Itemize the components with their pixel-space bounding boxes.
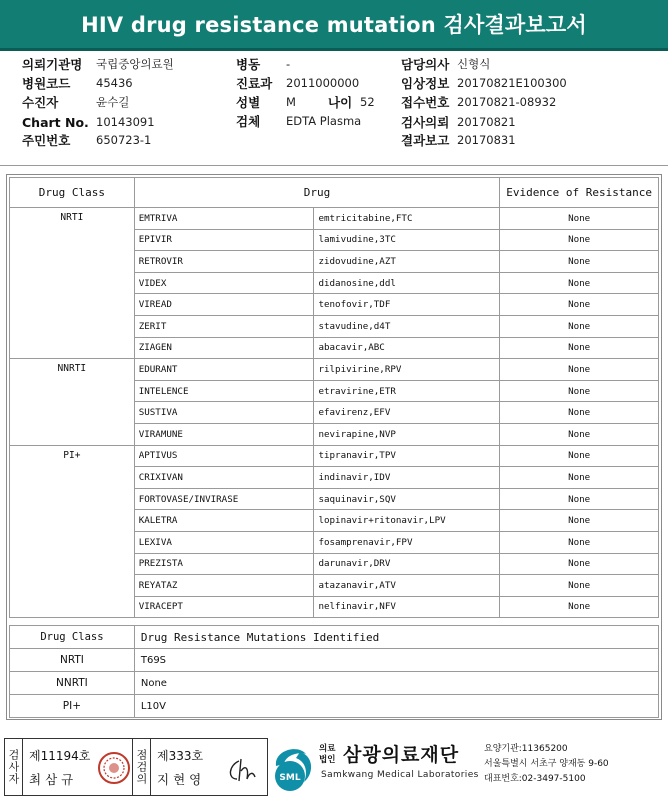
drug-generic-cell: tipranavir,TPV [314, 445, 500, 467]
doctor-label: 담당의사 [401, 57, 450, 72]
patient-value: 윤수길 [96, 95, 130, 109]
mutations-table [9, 625, 659, 718]
institution-code: 요양기관:11365200 [484, 744, 568, 754]
drug-generic-cell: rilpivirine,RPV [314, 359, 500, 381]
sex-age-row [236, 93, 375, 111]
request-date-row [401, 113, 516, 131]
evidence-cell: None [500, 467, 659, 489]
tester-cell [23, 739, 133, 795]
clinical-info-value: 20170821E100300 [457, 76, 567, 90]
doctor-value: 신형식 [457, 57, 491, 71]
drug-brand-cell: VIRAMUNE [134, 423, 314, 445]
doctor-row [401, 55, 490, 73]
age-value: 52 [360, 95, 375, 109]
receipt-no-value: 20170821-08932 [457, 95, 557, 109]
drug-generic-cell: abacavir,ABC [314, 337, 500, 359]
institution-name: 삼광의료재단 [343, 744, 460, 766]
seal-stamp-icon [97, 751, 131, 785]
drug-brand-cell: CRIXIVAN [134, 467, 314, 489]
drug-class-cell: PI+ [10, 445, 135, 618]
resident-no-value: 650723-1 [96, 133, 152, 147]
tester-label-text: 검사자 [7, 749, 20, 785]
drug-brand-cell: VIDEX [134, 272, 314, 294]
drug-brand-cell: RETROVIR [134, 251, 314, 273]
tester-name: 최삼규 [29, 772, 78, 787]
request-date-label: 검사의뢰 [401, 115, 450, 130]
drug-brand-cell: EPIVIR [134, 229, 314, 251]
specimen-row [236, 112, 361, 130]
mutations-identified-header: Drug Resistance Mutations Identified [134, 626, 658, 649]
drug-generic-cell: atazanavir,ATV [314, 575, 500, 597]
drug-brand-cell: LEXIVA [134, 531, 314, 553]
department-row [236, 74, 359, 92]
hospital-code-value: 45436 [96, 76, 133, 90]
drug-resistance-table [9, 177, 659, 618]
drug-generic-cell: indinavir,IDV [314, 467, 500, 489]
request-date-value: 20170821 [457, 115, 516, 129]
institution-row [22, 55, 174, 73]
drug-row [10, 208, 659, 230]
mutation-row [10, 672, 659, 695]
mutation-class-cell: NRTI [10, 649, 135, 672]
institution-contact [484, 742, 609, 787]
hospital-code-label: 병원코드 [22, 76, 71, 91]
drug-table-header-row [10, 178, 659, 208]
inspector-license: 제333호 [157, 749, 204, 763]
drug-class-cell: NNRTI [10, 359, 135, 445]
evidence-cell: None [500, 251, 659, 273]
drug-brand-cell: ZIAGEN [134, 337, 314, 359]
institution-label: 의뢰기관명 [22, 57, 83, 72]
mutation-class-cell: NNRTI [10, 672, 135, 695]
sex-value: M [286, 95, 296, 109]
clinical-info-label: 임상정보 [401, 76, 450, 91]
drug-brand-cell: VIREAD [134, 294, 314, 316]
inspector-name: 지현영 [157, 772, 206, 787]
inspector-cell [151, 739, 267, 795]
sml-logo-icon [270, 742, 316, 792]
mutation-value-cell: T69S [134, 649, 658, 672]
clinical-info-row [401, 74, 567, 92]
sex-label: 성별 [236, 95, 261, 110]
report-title-bar [0, 0, 668, 51]
mutation-class-cell: PI+ [10, 695, 135, 718]
institution-value: 국립중앙의료원 [96, 57, 174, 71]
mutation-value-cell: L10V [134, 695, 658, 718]
drug-brand-cell: KALETRA [134, 510, 314, 532]
drug-generic-cell: zidovudine,AZT [314, 251, 500, 273]
drug-generic-cell: nevirapine,NVP [314, 423, 500, 445]
tester-license: 제11194호 [29, 749, 91, 763]
patient-info-section [0, 55, 668, 165]
evidence-cell: None [500, 488, 659, 510]
report-date-label: 결과보고 [401, 133, 450, 148]
age-label: 나이 [328, 95, 353, 110]
drug-brand-cell: PREZISTA [134, 553, 314, 575]
evidence-cell: None [500, 596, 659, 618]
drug-brand-cell: EMTRIVA [134, 208, 314, 230]
institution-address: 서울특별시 서초구 양재동 9-60 [484, 759, 609, 769]
drug-header: Drug [134, 178, 500, 208]
mutation-row [10, 695, 659, 718]
specimen-value: EDTA Plasma [286, 114, 362, 128]
institution-english-name: Samkwang Medical Laboratories [321, 770, 479, 780]
drug-generic-cell: darunavir,DRV [314, 553, 500, 575]
evidence-cell: None [500, 510, 659, 532]
signature-box [4, 738, 268, 796]
drug-generic-cell: saquinavir,SQV [314, 488, 500, 510]
tester-label [5, 739, 23, 795]
inspector-label [133, 739, 151, 795]
drug-brand-cell: FORTOVASE/INVIRASE [134, 488, 314, 510]
drug-generic-cell: fosamprenavir,FPV [314, 531, 500, 553]
logo-text: SML [279, 773, 301, 783]
section-divider [0, 165, 668, 166]
chart-no-row [22, 113, 155, 131]
evidence-cell: None [500, 315, 659, 337]
ward-label: 병동 [236, 57, 261, 72]
drug-class-header: Drug Class [10, 178, 135, 208]
results-panel [6, 174, 662, 720]
department-label: 진료과 [236, 76, 273, 91]
evidence-cell: None [500, 229, 659, 251]
patient-label: 수진자 [22, 95, 59, 110]
evidence-cell: None [500, 272, 659, 294]
drug-brand-cell: INTELENCE [134, 380, 314, 402]
drug-generic-cell: nelfinavir,NFV [314, 596, 500, 618]
resident-no-label: 주민번호 [22, 133, 71, 148]
receipt-no-row [401, 93, 556, 111]
drug-brand-cell: ZERIT [134, 315, 314, 337]
drug-generic-cell: efavirenz,EFV [314, 402, 500, 424]
drug-generic-cell: etravirine,ETR [314, 380, 500, 402]
evidence-cell: None [500, 531, 659, 553]
institution-type [319, 744, 341, 766]
chart-no-label: Chart No. [22, 114, 89, 130]
specimen-label: 검체 [236, 114, 261, 129]
drug-brand-cell: REYATAZ [134, 575, 314, 597]
evidence-cell: None [500, 445, 659, 467]
drug-brand-cell: VIRACEPT [134, 596, 314, 618]
evidence-cell: None [500, 294, 659, 316]
mutations-class-header: Drug Class [10, 626, 135, 649]
evidence-cell: None [500, 208, 659, 230]
drug-class-cell: NRTI [10, 208, 135, 359]
evidence-cell: None [500, 359, 659, 381]
report-date-value: 20170831 [457, 133, 516, 147]
patient-row [22, 93, 129, 111]
signature-icon [225, 755, 259, 785]
drug-generic-cell: stavudine,d4T [314, 315, 500, 337]
drug-brand-cell: SUSTIVA [134, 402, 314, 424]
evidence-cell: None [500, 423, 659, 445]
chart-no-value: 10143091 [96, 115, 155, 129]
evidence-header: Evidence of Resistance [500, 178, 659, 208]
evidence-cell: None [500, 402, 659, 424]
ward-row [236, 55, 290, 73]
report-date-row [401, 131, 516, 149]
evidence-cell: None [500, 337, 659, 359]
drug-brand-cell: APTIVUS [134, 445, 314, 467]
evidence-cell: None [500, 553, 659, 575]
mutations-header-row [10, 626, 659, 649]
drug-generic-cell: emtricitabine,FTC [314, 208, 500, 230]
institution-type-text: 의료법인 [319, 744, 336, 765]
drug-row [10, 445, 659, 467]
drug-generic-cell: lopinavir+ritonavir,LPV [314, 510, 500, 532]
drug-generic-cell: lamivudine,3TC [314, 229, 500, 251]
mutation-row [10, 649, 659, 672]
report-title: HIV drug resistance mutation 검사결과보고서 [81, 13, 587, 37]
ward-value: - [286, 57, 291, 71]
receipt-no-label: 접수번호 [401, 95, 450, 110]
drug-brand-cell: EDURANT [134, 359, 314, 381]
department-value: 2011000000 [286, 76, 360, 90]
drug-generic-cell: tenofovir,TDF [314, 294, 500, 316]
hospital-code-row [22, 74, 133, 92]
drug-generic-cell: didanosine,ddl [314, 272, 500, 294]
institution-phone: 대표번호:02-3497-5100 [484, 774, 586, 784]
drug-row [10, 359, 659, 381]
mutation-value-cell: None [134, 672, 658, 695]
resident-no-row [22, 131, 151, 149]
evidence-cell: None [500, 380, 659, 402]
inspector-label-text: 점검의 [135, 749, 148, 785]
evidence-cell: None [500, 575, 659, 597]
